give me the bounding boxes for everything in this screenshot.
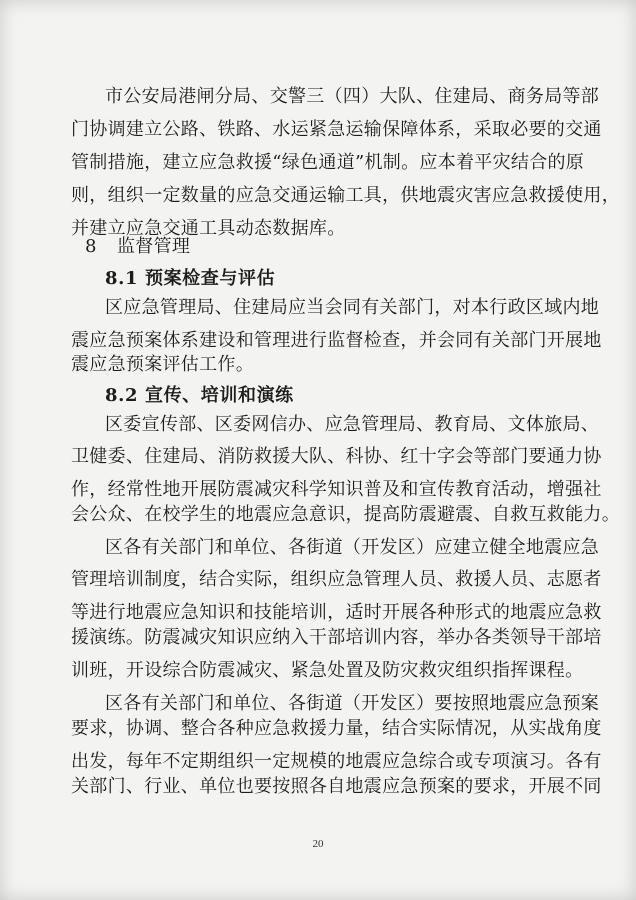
paragraph-line: 关部门、行业、单位也要按照各自地震应急预案的要求，开展不同 [71,776,602,797]
paragraph-line: 区各有关部门和单位、各街道（开发区）应建立健全地震应急 [105,537,600,558]
paragraph-line: 区各有关部门和单位、各街道（开发区）要按照地震应急预案 [105,693,600,714]
paragraph-line: 卫健委、住建局、消防救援大队、科协、红十字会等部门要通力协 [71,446,602,467]
paragraph-line: 门协调建立公路、铁路、水运紧急运输保障体系，采取必要的交通 [71,119,602,140]
section-title: 监督管理 [117,236,191,257]
subsection-heading: 8.1 预案检查与评估 [105,268,276,289]
paragraph-line: 作，经常性地开展防震减灾科学知识普及和宣传教育活动，增强社 [71,479,602,500]
paragraph-line: 会公众、在校学生的地震应急意识，提高防震避震、自救互救能力。 [71,504,620,525]
paragraph-line: 震应急预案体系建设和管理进行监督检查，并会同有关部门开展地 [71,330,602,351]
section-heading [85,236,636,258]
paragraph-line: 出发，每年不定期组织一定规模的地震应急综合或专项演习。各有 [71,751,602,772]
paragraph-line: 等进行地震应急知识和技能培训，适时开展各种形式的地震应急救 [71,602,602,623]
paragraph-line: 训班，开设综合防震减灾、紧急处置及防灾救灾组织指挥课程。 [71,660,584,681]
paragraph-line: 震应急预案评估工作。 [71,354,254,375]
paragraph-line: 管理培训制度，结合实际，组织应急管理人员、救援人员、志愿者 [71,569,602,590]
subsection-heading: 8.2 宣传、培训和演练 [105,385,294,406]
paragraph-line: 并建立应急交通工具动态数据库。 [71,218,346,239]
paragraph-line: 援演练。防震减灾知识应纳入干部培训内容，举办各类领导干部培 [71,627,602,648]
paragraph-line: 要求，协调、整合各种应急救援力量，结合实际情况，从实战角度 [71,718,602,739]
paragraph-line: 区委宣传部、区委网信办、应急管理局、教育局、文体旅局、 [105,414,600,435]
paragraph-line: 区应急管理局、住建局应当会同有关部门，对本行政区域内地 [105,297,600,318]
section-number: 8 [85,236,97,257]
paragraph-line: 市公安局港闸分局、交警三（四）大队、住建局、商务局等部 [105,86,600,107]
paragraph-line: 管制措施，建立应急救援“绿色通道”机制。应本着平灾结合的原 [71,152,585,173]
page-number: 20 [312,838,324,850]
paragraph-line: 则，组织一定数量的应急交通运输工具，供地震灾害应急救援使用， [71,185,620,206]
